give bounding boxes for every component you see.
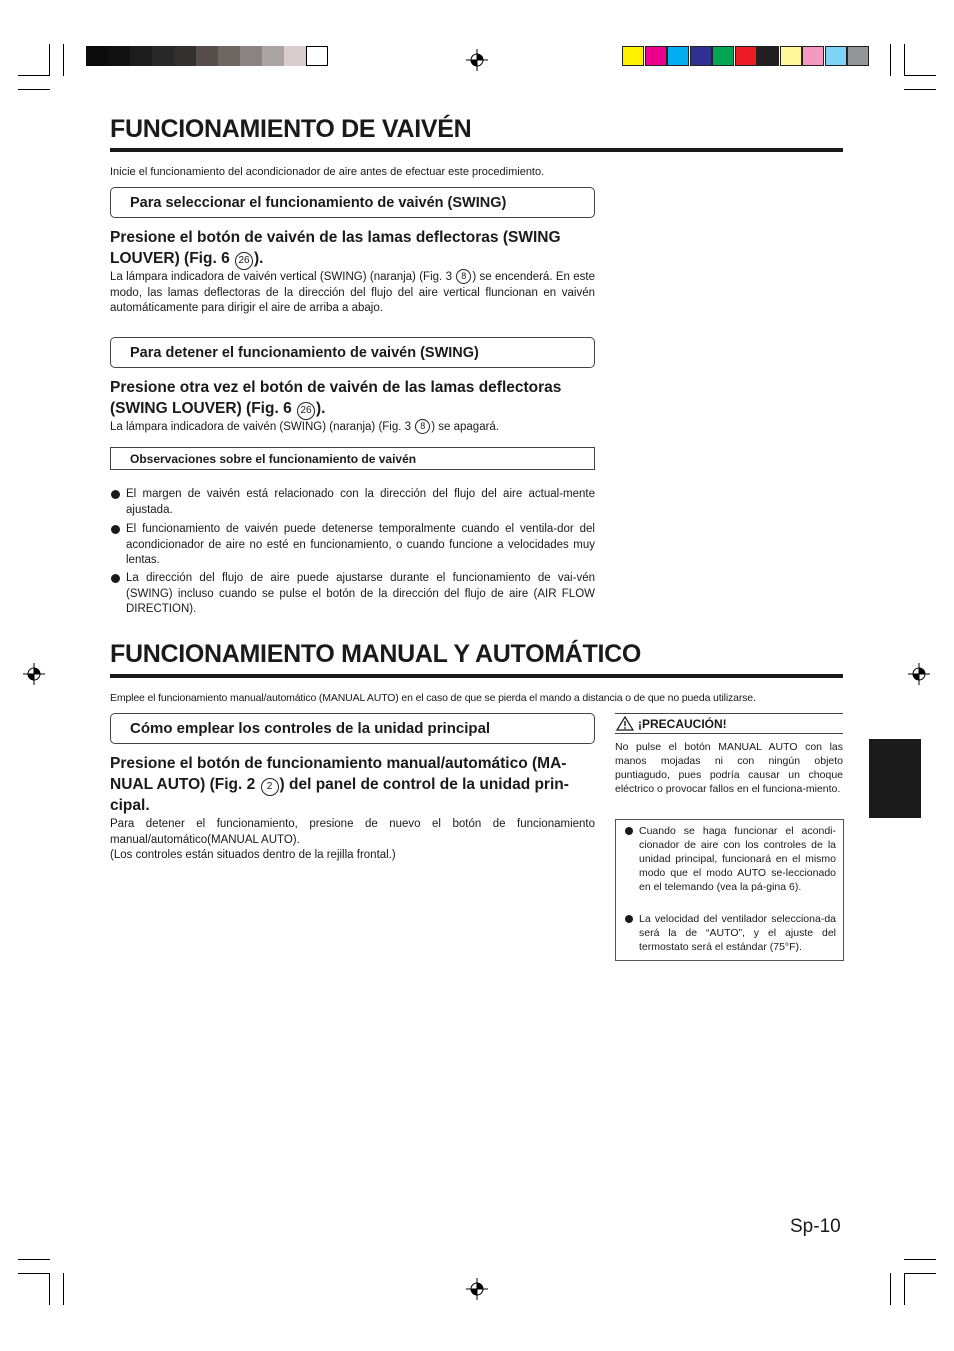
color-swatch [622, 46, 644, 66]
step-manual-auto-body [110, 817, 595, 864]
bullet-icon [625, 915, 633, 923]
step-text: Presione el botón de funcionamiento manual/automático (MA- [110, 755, 567, 772]
heading-box-label: Para detener el funcionamiento de vaivén (SWING) [130, 344, 479, 361]
gray-swatch [262, 46, 284, 66]
gray-swatch [86, 46, 108, 66]
color-swatch [735, 46, 757, 66]
body-text: (Los controles están situados dentro de la rejilla frontal.) [110, 849, 396, 861]
section-title-manual-auto: FUNCIONAMIENTO MANUAL Y AUTOMÁTICO [110, 640, 642, 668]
step-text: ) del panel de control de la unidad prin- [279, 775, 569, 793]
bullet-icon [111, 525, 120, 534]
step-stop-swing [110, 378, 595, 420]
step-text: cipal. [110, 796, 150, 814]
color-swatch [667, 46, 689, 66]
caution-text: No pulse el botón MANUAL AUTO con las manos mojadas ni con ningún objeto puntiagudo, pues podría causar un choque eléctrico o provocar fallos en el funciona-miento. [615, 741, 843, 795]
note-text: La velocidad del ventilador selecciona-da será la de “AUTO”, y el ajuste del termostato será el estándar (75°F). [639, 913, 836, 953]
gray-swatch [108, 46, 130, 66]
step-text: LOUVER) (Fig. 6 [110, 249, 234, 267]
heading-box-main-unit-controls [110, 713, 595, 744]
registration-mark-icon [466, 49, 488, 71]
step-start-swing-body [110, 269, 595, 317]
bullet-text: El funcionamiento de vaivén puede detenerse temporalmente cuando el ventila-dor del acondicionador de aire no esté en funcionamiento, o cuando funcione a velocidades muy lentas. [126, 523, 595, 566]
list-item [624, 912, 836, 954]
title-rule [110, 148, 843, 152]
figure-ref-badge: 2 [261, 778, 279, 796]
color-swatch [757, 46, 779, 66]
color-swatch [825, 46, 847, 66]
step-text: Presione el botón de vaivén de las lamas deflectoras (SWING [110, 229, 561, 246]
step-text: (SWING LOUVER) (Fig. 6 [110, 399, 296, 417]
page-number: Sp-10 [790, 1216, 841, 1237]
color-swatch [712, 46, 734, 66]
bullet-icon [111, 490, 120, 499]
gray-swatch [240, 46, 262, 66]
body-text: Para detener el funcionamiento, presione de nuevo el botón de funcionamiento manual/automático(MANUAL AUTO). [110, 818, 595, 846]
color-swatch [645, 46, 667, 66]
list-item [624, 824, 836, 894]
gray-swatch [218, 46, 240, 66]
heading-box-label: Cómo emplear los controles de la unidad principal [130, 720, 491, 737]
list-item [110, 487, 595, 518]
manual-auto-intro-text: Emplee el funcionamiento manual/automático (MANUAL AUTO) en el caso de que se pierda el mando a distancia o de que no pueda utilizarse. [110, 692, 756, 704]
heading-box-stop-swing [110, 337, 595, 368]
bullet-icon [625, 827, 633, 835]
body-text: ) se apagará. [431, 421, 500, 433]
gray-swatch [130, 46, 152, 66]
gray-swatch [152, 46, 174, 66]
step-text: ). [254, 249, 264, 267]
heading-box-label: Observaciones sobre el funcionamiento de vaivén [130, 451, 417, 466]
bullet-text: La dirección del flujo de aire puede ajustarse durante el funcionamiento de vai-vén (SWING) incluso cuando se pulse el botón de la dirección del flujo de aire (AIR FLOW DIRECTION). [126, 572, 595, 615]
bullet-text: El margen de vaivén está relacionado con la dirección del flujo del aire actual-mente ajustada. [126, 488, 595, 516]
figure-ref-badge: 26 [297, 402, 315, 420]
heading-box-swing-notes [110, 447, 595, 470]
registration-mark-icon [23, 663, 45, 685]
step-text: NUAL AUTO) (Fig. 2 [110, 775, 260, 793]
figure-ref-badge: 8 [456, 269, 471, 284]
heading-box-select-swing [110, 187, 595, 218]
gray-swatch [284, 46, 306, 66]
gray-swatch [196, 46, 218, 66]
caution-title-text: ¡PRECAUCIÓN! [638, 716, 727, 731]
bullet-icon [111, 574, 120, 583]
notes-box [615, 819, 844, 961]
swing-intro-text: Inicie el funcionamiento del acondicionador de aire antes de efectuar este procedimiento. [110, 166, 545, 178]
step-text: Presione otra vez el botón de vaivén de las lamas deflectoras [110, 379, 562, 396]
figure-ref-badge: 26 [235, 252, 253, 270]
step-start-swing [110, 228, 595, 270]
note-text: Cuando se haga funcionar el acondi-cionador de aire con los controles de la unidad principal, funcionará en el mismo modo que el modo AUTO se-leccionado en el telemando (vea la pá-gina 6). [639, 825, 836, 893]
color-swatch [780, 46, 802, 66]
title-rule [110, 674, 843, 678]
registration-mark-icon [908, 663, 930, 685]
body-text: La lámpara indicadora de vaivén vertical (SWING) (naranja) (Fig. 3 [110, 271, 456, 283]
caution-heading [615, 713, 843, 734]
figure-ref-badge: 8 [415, 419, 430, 434]
list-item [110, 571, 595, 618]
gray-swatch [306, 46, 328, 66]
warning-triangle-icon [616, 716, 634, 731]
heading-box-label: Para seleccionar el funcionamiento de vaivén (SWING) [130, 194, 507, 211]
list-item [110, 522, 595, 569]
section-tab-marker [869, 739, 921, 818]
step-text: ). [316, 399, 326, 417]
gray-swatch [174, 46, 196, 66]
step-stop-swing-body [110, 419, 595, 436]
color-swatch [690, 46, 712, 66]
body-text: ) se encenderá. En este modo, las lamas deflectoras de la dirección del flujo del aire vertical fluncionan en vaivén automáticamente para dirigir el aire de arriba a abajo. [110, 271, 595, 314]
color-swatch [847, 46, 869, 66]
section-title-swing: FUNCIONAMIENTO DE VAIVÉN [110, 115, 472, 143]
step-manual-auto [110, 754, 595, 816]
body-text: La lámpara indicadora de vaivén (SWING) (naranja) (Fig. 3 [110, 421, 415, 433]
registration-mark-icon [466, 1278, 488, 1300]
color-swatch [802, 46, 824, 66]
